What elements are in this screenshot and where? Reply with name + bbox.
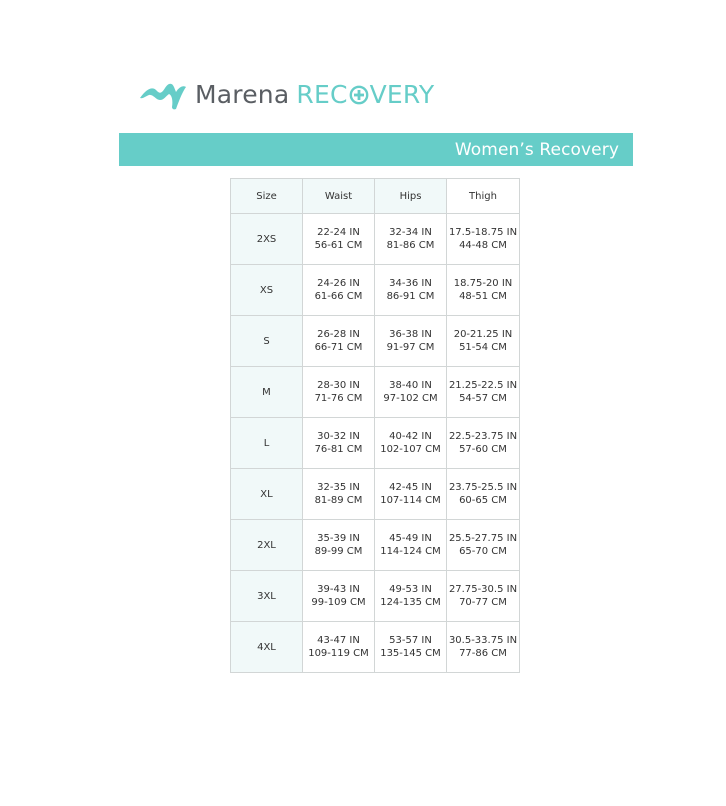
- waist-in: 30-32 IN: [317, 431, 360, 442]
- thigh-cm: 54-57 CM: [459, 393, 507, 404]
- hips-cm: 107-114 CM: [380, 495, 441, 506]
- marena-m-mark-icon: [139, 78, 189, 112]
- size-cell: L: [231, 418, 303, 469]
- waist-cm: 89-99 CM: [314, 546, 363, 557]
- hips-cm: 91-97 CM: [386, 342, 435, 353]
- thigh-in: 25.5-27.75 IN: [448, 533, 518, 544]
- thigh-in: 27.75-30.5 IN: [448, 584, 518, 595]
- waist-cell: [303, 214, 375, 265]
- waist-in: 28-30 IN: [317, 380, 360, 391]
- waist-cell: [303, 367, 375, 418]
- waist-cm: 81-89 CM: [314, 495, 363, 506]
- thigh-cell: [447, 367, 520, 418]
- hips-cell: [375, 520, 447, 571]
- hips-cm: 81-86 CM: [386, 240, 435, 251]
- table-header-row: [231, 179, 520, 214]
- waist-cell: [303, 571, 375, 622]
- thigh-in: 18.75-20 IN: [453, 278, 513, 289]
- hips-in: 36-38 IN: [389, 329, 432, 340]
- hips-in: 49-53 IN: [389, 584, 432, 595]
- hips-in: 34-36 IN: [389, 278, 432, 289]
- hips-cell: [375, 571, 447, 622]
- header-size: Size: [231, 179, 303, 214]
- thigh-cell: [447, 520, 520, 571]
- thigh-cm: 65-70 CM: [459, 546, 507, 557]
- hips-cm: 124-135 CM: [380, 597, 441, 608]
- thigh-cell: [447, 316, 520, 367]
- thigh-in: 30.5-33.75 IN: [448, 635, 518, 646]
- waist-in: 22-24 IN: [317, 227, 360, 238]
- thigh-cell: [447, 571, 520, 622]
- waist-cm: 56-61 CM: [314, 240, 363, 251]
- size-chart-table: [230, 178, 520, 673]
- table-row: [231, 622, 520, 673]
- waist-cell: [303, 520, 375, 571]
- hips-cm: 102-107 CM: [380, 444, 441, 455]
- hips-cell: [375, 367, 447, 418]
- hips-cell: [375, 418, 447, 469]
- hips-cm: 114-124 CM: [380, 546, 441, 557]
- brand-logo: [139, 78, 434, 112]
- size-cell: XL: [231, 469, 303, 520]
- waist-cm: 71-76 CM: [314, 393, 363, 404]
- brand-wordmark: [195, 78, 434, 112]
- size-cell: 2XL: [231, 520, 303, 571]
- thigh-cm: 51-54 CM: [459, 342, 507, 353]
- thigh-cell: [447, 214, 520, 265]
- thigh-in: 20-21.25 IN: [453, 329, 513, 340]
- header-waist: Waist: [303, 179, 375, 214]
- waist-cell: [303, 418, 375, 469]
- table-row: [231, 520, 520, 571]
- thigh-in: 21.25-22.5 IN: [448, 380, 518, 391]
- table-row: [231, 265, 520, 316]
- thigh-cm: 48-51 CM: [459, 291, 507, 302]
- waist-cell: [303, 469, 375, 520]
- waist-cm: 61-66 CM: [314, 291, 363, 302]
- hips-in: 38-40 IN: [389, 380, 432, 391]
- hips-cm: 86-91 CM: [386, 291, 435, 302]
- size-cell: XS: [231, 265, 303, 316]
- hips-cell: [375, 265, 447, 316]
- waist-cm: 66-71 CM: [314, 342, 363, 353]
- size-cell: 3XL: [231, 571, 303, 622]
- waist-in: 43-47 IN: [317, 635, 360, 646]
- waist-cell: [303, 622, 375, 673]
- waist-in: 39-43 IN: [317, 584, 360, 595]
- size-cell: 4XL: [231, 622, 303, 673]
- thigh-cm: 77-86 CM: [459, 648, 507, 659]
- thigh-cm: 57-60 CM: [459, 444, 507, 455]
- waist-cell: [303, 316, 375, 367]
- brand-name-recovery: [296, 78, 434, 112]
- brand-recovery-suffix: VERY: [369, 80, 435, 109]
- brand-recovery-prefix: REC: [296, 80, 348, 109]
- thigh-cm: 70-77 CM: [459, 597, 507, 608]
- header-thigh: Thigh: [447, 179, 520, 214]
- thigh-in: 23.75-25.5 IN: [448, 482, 518, 493]
- table-row: [231, 418, 520, 469]
- waist-in: 32-35 IN: [317, 482, 360, 493]
- thigh-cell: [447, 418, 520, 469]
- hips-in: 32-34 IN: [389, 227, 432, 238]
- header-hips: Hips: [375, 179, 447, 214]
- waist-in: 35-39 IN: [317, 533, 360, 544]
- table-row: [231, 469, 520, 520]
- hips-cell: [375, 469, 447, 520]
- table-row: [231, 316, 520, 367]
- hips-in: 53-57 IN: [389, 635, 432, 646]
- section-banner: [119, 133, 633, 166]
- hips-in: 40-42 IN: [389, 431, 432, 442]
- thigh-cell: [447, 265, 520, 316]
- waist-cm: 76-81 CM: [314, 444, 363, 455]
- thigh-in: 22.5-23.75 IN: [448, 431, 518, 442]
- waist-cm: 99-109 CM: [311, 597, 366, 608]
- thigh-cell: [447, 622, 520, 673]
- hips-in: 42-45 IN: [389, 482, 432, 493]
- hips-cell: [375, 214, 447, 265]
- waist-cell: [303, 265, 375, 316]
- table-row: [231, 571, 520, 622]
- medical-cross-icon: [349, 85, 369, 105]
- waist-in: 26-28 IN: [317, 329, 360, 340]
- banner-title: Women’s Recovery: [454, 139, 619, 160]
- thigh-in: 17.5-18.75 IN: [448, 227, 518, 238]
- hips-in: 45-49 IN: [389, 533, 432, 544]
- thigh-cm: 44-48 CM: [459, 240, 507, 251]
- table-row: [231, 214, 520, 265]
- size-cell: 2XS: [231, 214, 303, 265]
- waist-cm: 109-119 CM: [308, 648, 369, 659]
- size-cell: S: [231, 316, 303, 367]
- hips-cell: [375, 622, 447, 673]
- thigh-cell: [447, 469, 520, 520]
- table-row: [231, 367, 520, 418]
- thigh-cm: 60-65 CM: [459, 495, 507, 506]
- hips-cell: [375, 316, 447, 367]
- brand-name-marena: Marena: [195, 80, 290, 109]
- hips-cm: 97-102 CM: [383, 393, 438, 404]
- hips-cm: 135-145 CM: [380, 648, 441, 659]
- waist-in: 24-26 IN: [317, 278, 360, 289]
- size-cell: M: [231, 367, 303, 418]
